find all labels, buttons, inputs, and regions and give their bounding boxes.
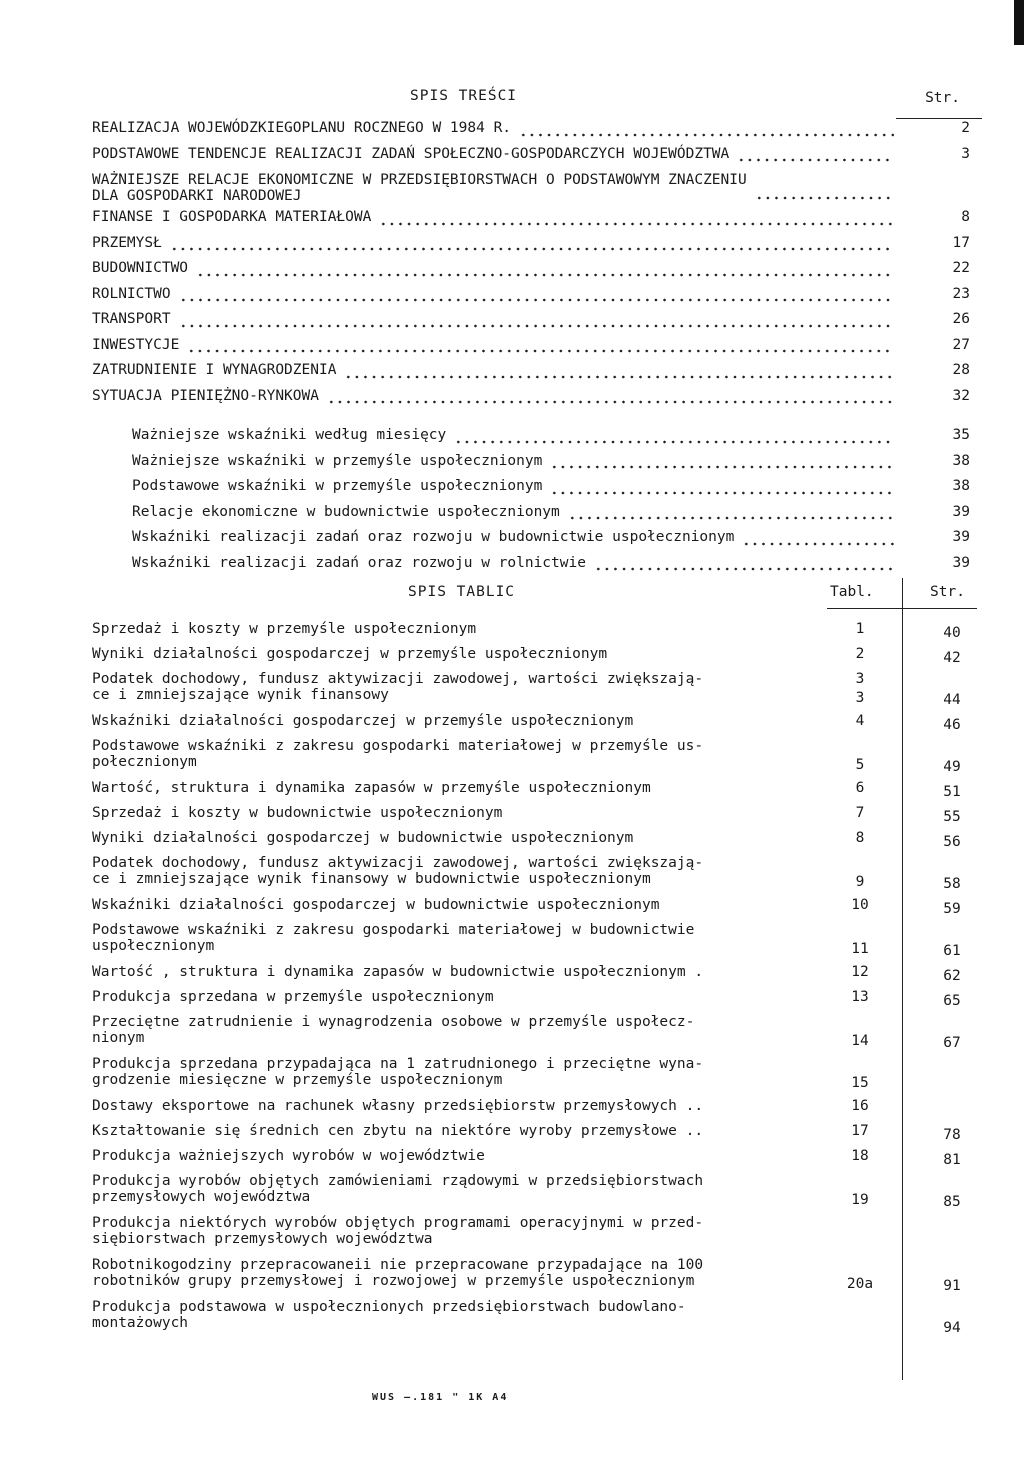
toc-entry-label: BUDOWNICTWO (92, 260, 189, 276)
table-entry (92, 1053, 982, 1095)
table-entry-title: Podstawowe wskaźniki z zakresu gospodarki materiałowej w przemyśle us- (92, 738, 704, 754)
toc-entry-label: INWESTYCJE (92, 336, 180, 353)
toc-title: SPIS TREŚCI (410, 88, 518, 104)
table-entry-title: Podatek dochodowy, fundusz aktywizacji zawodowej, wartości zwiększają- (92, 671, 704, 687)
table-entry (92, 1254, 982, 1296)
table-entry-title-cont: ce i zmniejszające wynik finansowy (92, 687, 389, 703)
table-entry-page: 51 (943, 784, 961, 800)
dot-leader (519, 132, 894, 138)
tables-page-column-header: Str. (930, 584, 965, 600)
toc-entry-page: 39 (952, 503, 970, 520)
toc-entry-page: 17 (952, 234, 970, 251)
table-entry-number-alt: 3 (855, 671, 865, 687)
table-entry-page: 46 (943, 717, 961, 733)
table-entry (92, 1011, 982, 1053)
table-entry (92, 961, 982, 986)
toc-entry (92, 358, 982, 384)
toc-entry-page: 38 (952, 478, 970, 494)
dot-leader (454, 439, 894, 445)
toc-entry-label: ZATRUDNIENIE I WYNAGRODZENIA (92, 362, 337, 378)
tables-header (92, 578, 982, 618)
table-entry-page: 58 (943, 876, 961, 892)
toc-entry (92, 167, 982, 205)
toc-entry-page: 32 (952, 387, 970, 404)
table-entry-number: 8 (855, 830, 865, 846)
table-entry-page: 81 (943, 1152, 961, 1168)
toc-entry (92, 500, 982, 526)
dot-leader (742, 541, 894, 547)
table-entry-title-cont: grodzenie miesięczne w przemyśle uspołecznionym (92, 1072, 503, 1088)
dot-leader (755, 195, 894, 201)
toc-entry (92, 384, 982, 410)
dot-leader (379, 221, 894, 227)
toc-entry-label: PRZEMYSŁ (92, 234, 162, 251)
table-entry-page: 85 (943, 1194, 961, 1210)
table-entry-title-cont: połecznionym (92, 754, 197, 770)
toc-entry (92, 333, 982, 359)
table-entry-page: 56 (943, 834, 961, 850)
table-entry (92, 1296, 982, 1338)
table-entry-number: 16 (851, 1098, 869, 1114)
dot-leader (737, 157, 894, 163)
table-entry (92, 668, 982, 710)
toc-header (92, 88, 982, 116)
scan-edge-mark (1014, 0, 1024, 45)
toc-entry (92, 525, 982, 551)
table-entry-page: 65 (943, 993, 961, 1009)
table-entry (92, 643, 982, 668)
toc-entry-page: 38 (952, 452, 970, 469)
table-entry (92, 777, 982, 802)
table-entry-page: 40 (943, 625, 961, 641)
toc-entry (92, 282, 982, 308)
table-entry-title-cont: nionym (92, 1030, 145, 1046)
toc-entry-page: 8 (961, 209, 970, 225)
toc-entry-label: Wskaźniki realizacji zadań oraz rozwoju w budownictwie uspołecznionym (132, 529, 735, 545)
table-entry-page: 44 (943, 692, 961, 708)
table-entry (92, 894, 982, 919)
footer-stamp: WUS —.181 " 1K A4 (372, 1392, 509, 1403)
table-entry-title-cont: uspołecznionym (92, 938, 215, 954)
table-entry-title-cont: montażowych (92, 1315, 189, 1331)
toc-entry (92, 423, 982, 449)
list-of-tables (92, 578, 982, 1338)
toc-entry-label (92, 172, 747, 204)
table-entry-number: 6 (855, 780, 865, 796)
table-entry-page: 61 (943, 943, 961, 959)
table-entry (92, 827, 982, 852)
dot-leader (550, 490, 894, 496)
toc-entry-page: 2 (961, 120, 970, 136)
table-entry-number: 5 (855, 757, 865, 773)
table-entry-title: Sprzedaż i koszty w budownictwie uspołecznionym (92, 805, 503, 821)
table-entry-number: 18 (851, 1148, 869, 1164)
dot-leader (196, 272, 894, 278)
toc-entry (92, 142, 982, 168)
dot-leader (550, 464, 894, 470)
table-entry-number: 17 (851, 1123, 869, 1139)
table-entry-number: 10 (851, 897, 869, 913)
table-entry-title: Wyniki działalności gospodarczej w przemyśle uspołecznionym (92, 646, 608, 662)
toc-entry (92, 116, 982, 142)
table-entry-title: Przeciętne zatrudnienie i wynagrodzenia osobowe w przemyśle uspołecz- (92, 1014, 695, 1030)
table-entry-page: 91 (943, 1278, 961, 1294)
table-entry-title: Produkcja podstawowa w uspołecznionych przedsiębiorstwach budowlano- (92, 1299, 686, 1315)
table-entry (92, 802, 982, 827)
table-entry-number: 2 (855, 646, 865, 662)
toc-entry (92, 307, 982, 333)
table-entry-page: 42 (943, 650, 961, 666)
table-entry-title: Kształtowanie się średnich cen zbytu na niektóre wyroby przemysłowe .. (92, 1123, 704, 1139)
table-entry (92, 919, 982, 961)
table-entry-number: 12 (851, 964, 869, 980)
toc-entry-page: 28 (952, 362, 970, 378)
table-entry-page: 67 (943, 1035, 961, 1051)
toc-entry-label: PODSTAWOWE TENDENCJE REALIZACJI ZADAŃ SPOŁECZNO-GOSPODARCZYCH WOJEWÓDZTWA (92, 145, 730, 162)
table-entry-number: 14 (851, 1033, 869, 1049)
table-entry-number: 4 (855, 713, 865, 729)
table-entry (92, 710, 982, 735)
toc-entry (92, 449, 982, 475)
toc-entry-label: Podstawowe wskaźniki w przemyśle uspołecznionym (132, 478, 543, 494)
table-entry-title: Wyniki działalności gospodarczej w budownictwie uspołecznionym (92, 830, 634, 846)
table-entry-title-cont: robotników grupy przemysłowej i rozwojowej w przemyśle uspołecznionym (92, 1273, 695, 1289)
toc-entry-label: Wskaźniki realizacji zadań oraz rozwoju w rolnictwie (132, 554, 586, 571)
table-entry-title: Podatek dochodowy, fundusz aktywizacji zawodowej, wartości zwiększają- (92, 855, 704, 871)
table-entry-title: Sprzedaż i koszty w przemyśle uspołecznionym (92, 621, 477, 637)
dot-leader (179, 297, 894, 303)
table-entry (92, 1145, 982, 1170)
dot-leader (344, 374, 894, 380)
table-entry-number: 15 (851, 1075, 869, 1091)
toc-entry-label-line: WAŻNIEJSZE RELACJE EKONOMICZNE W PRZEDSIĘBIORSTWACH O PODSTAWOWYM ZNACZENIU (92, 172, 747, 188)
toc-entry-page: 39 (952, 529, 970, 545)
dot-leader (179, 323, 894, 329)
toc-entry-page: 26 (952, 311, 970, 327)
table-entry-title: Wartość , struktura i dynamika zapasów w budownictwie uspołecznionym . (92, 964, 704, 980)
toc-entry-page: 3 (961, 145, 970, 162)
dot-leader (187, 348, 894, 354)
toc-entry-page: 23 (952, 285, 970, 302)
toc-entry (92, 205, 982, 231)
table-entry-page: 49 (943, 759, 961, 775)
toc-entry-page: 39 (952, 554, 970, 571)
table-entry-title: Produkcja sprzedana w przemyśle uspołecznionym (92, 989, 494, 1005)
table-entry-number: 9 (855, 874, 865, 890)
toc-entry-label: ROLNICTWO (92, 285, 171, 302)
dot-leader (594, 566, 894, 572)
table-entry (92, 618, 982, 643)
table-entry-title: Robotnikogodziny przepracowaneii nie przepracowane przypadające na 100 (92, 1257, 704, 1273)
table-entry-number: 11 (851, 941, 869, 957)
table-entry-number: 7 (855, 805, 865, 821)
table-entry-title: Podstawowe wskaźniki z zakresu gospodarki materiałowej w budownictwie (92, 922, 695, 938)
table-entry (92, 1120, 982, 1145)
table-entry-title: Produkcja wyrobów objętych zamówieniami rządowymi w przedsiębiorstwach (92, 1173, 704, 1189)
toc-entry-label: SYTUACJA PIENIĘŻNO-RYNKOWA (92, 387, 319, 404)
table-entry-number: 19 (851, 1192, 869, 1208)
table-number-column-header: Tabl. (830, 584, 874, 600)
table-entry (92, 735, 982, 777)
toc-entry-label: REALIZACJA WOJEWÓDZKIEGOPLANU ROCZNEGO W 1984 R. (92, 120, 512, 136)
toc-entry (92, 231, 982, 257)
table-entry (92, 986, 982, 1011)
dot-leader (327, 399, 894, 405)
tables-list (92, 618, 982, 1338)
toc-entry-label: Ważniejsze wskaźniki w przemyśle uspołecznionym (132, 452, 543, 469)
table-entry-title: Wskaźniki działalności gospodarczej w budownictwie uspołecznionym (92, 897, 660, 913)
toc-entry-label: Relacje ekonomiczne w budownictwie uspołecznionym (132, 503, 560, 520)
toc-entry (92, 256, 982, 282)
toc-entry-page: 35 (952, 427, 970, 443)
table-entry-title-cont: przemysłowych województwa (92, 1189, 311, 1205)
toc-entry-label-line: DLA GOSPODARKI NARODOWEJ (92, 188, 302, 204)
dot-leader (170, 246, 894, 252)
table-entry-number: 3 (855, 690, 865, 706)
table-entry-number: 13 (851, 989, 869, 1005)
table-entry-page: 94 (943, 1320, 961, 1336)
toc-entry-page: 27 (952, 336, 970, 353)
table-entry-page: 62 (943, 968, 961, 984)
table-entry-number: 1 (855, 621, 865, 637)
table-entry-page: 59 (943, 901, 961, 917)
table-entry (92, 1170, 982, 1212)
tables-title: SPIS TABLIC (408, 584, 516, 600)
toc-entry (92, 474, 982, 500)
tables-header-rule (827, 608, 977, 609)
table-entry (92, 852, 982, 894)
table-entry-page: 78 (943, 1127, 961, 1143)
toc-page-column-header: Str. (925, 90, 960, 106)
toc-entry (92, 551, 982, 577)
toc-entry-label: Ważniejsze wskaźniki według miesięcy (132, 427, 447, 443)
table-entry-title: Produkcja ważniejszych wyrobów w województwie (92, 1148, 485, 1164)
table-entry-title: Produkcja niektórych wyrobów objętych programami operacyjnymi w przed- (92, 1215, 704, 1231)
table-entry-title: Produkcja sprzedana przypadająca na 1 zatrudnionego i przeciętne wyna- (92, 1056, 704, 1072)
table-entry (92, 1212, 982, 1254)
dot-leader (568, 515, 894, 521)
table-entry-title: Wartość, struktura i dynamika zapasów w przemyśle uspołecznionym (92, 780, 651, 796)
table-entry-title-cont: siębiorstwach przemysłowych województwa (92, 1231, 433, 1247)
toc-entry-label: TRANSPORT (92, 311, 171, 327)
table-entry-title: Wskaźniki działalności gospodarczej w przemyśle uspołecznionym (92, 713, 634, 729)
toc-entry-label: FINANSE I GOSPODARKA MATERIAŁOWA (92, 209, 372, 225)
table-entry-page: 55 (943, 809, 961, 825)
toc-list (92, 116, 982, 576)
table-entry (92, 1095, 982, 1120)
table-entry-title: Dostawy eksportowe na rachunek własny przedsiębiorstw przemysłowych .. (92, 1098, 704, 1114)
table-entry-title-cont: ce i zmniejszające wynik finansowy w budownictwie uspołecznionym (92, 871, 651, 887)
toc-entry-page: 22 (952, 260, 970, 276)
table-of-contents (92, 88, 982, 576)
table-entry-number: 20a (846, 1276, 874, 1292)
